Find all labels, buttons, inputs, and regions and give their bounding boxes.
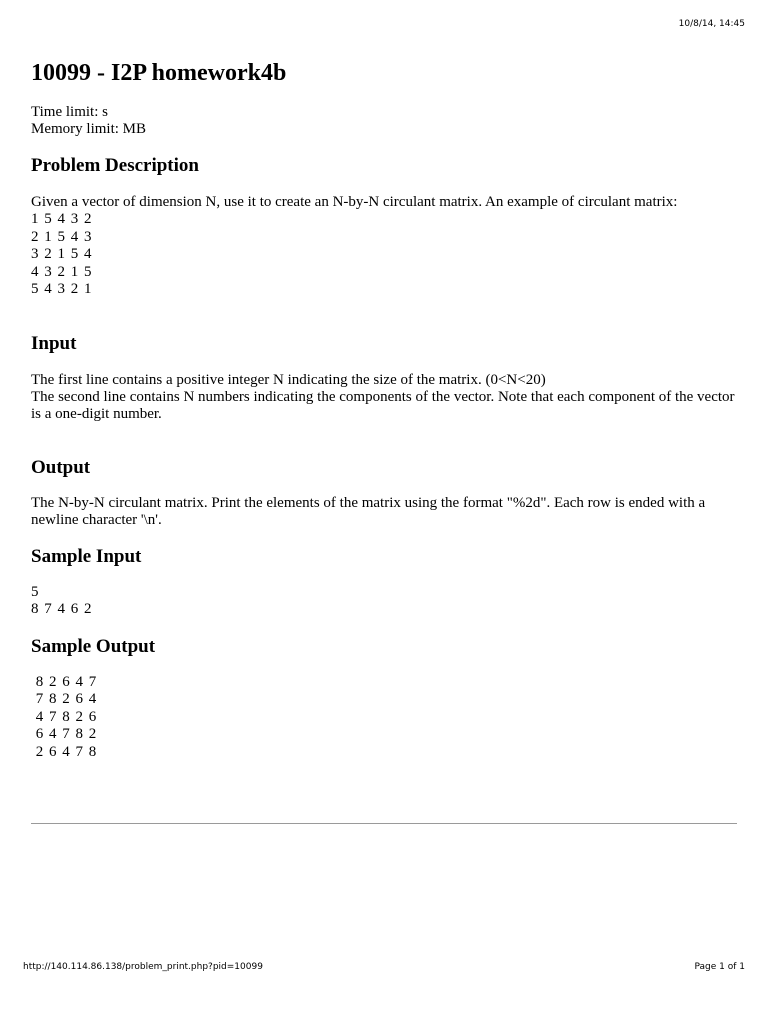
time-limit: Time limit: s [31, 104, 108, 120]
matrix-row: 2 1 5 4 3 [31, 228, 93, 245]
limits-block [31, 104, 737, 138]
sample-input-line: 5 [31, 583, 40, 600]
sample-input-block [31, 584, 737, 619]
input-line: The first line contains a positive integer N indicating the size of the matrix. (0<N<20) [31, 371, 546, 388]
sample-output-block [31, 674, 737, 762]
print-datetime: 10/8/14, 14:45 [678, 19, 745, 29]
example-matrix [31, 211, 737, 299]
memory-limit: Memory limit: MB [31, 121, 147, 137]
sample-output-line: 8 2 6 4 7 [31, 673, 98, 690]
sample-output-line: 7 8 2 6 4 [31, 691, 98, 707]
output-text: The N-by-N circulant matrix. Print the elements of the matrix using the format "%2d". Each row is ended with a newline character '\n'. [31, 494, 706, 528]
sample-output-line: 6 4 7 8 2 [31, 726, 98, 742]
sample-input-line: 8 7 4 6 2 [31, 601, 93, 617]
problem-content [31, 58, 737, 761]
input-line: The second line contains N numbers indicating the components of the vector. Note that each component of the vector is a one-digit number. [31, 388, 735, 422]
sample-input-heading: Sample Input [31, 545, 142, 567]
input-text [31, 372, 737, 423]
problem-description-heading: Problem Description [31, 155, 199, 176]
input-heading: Input [31, 332, 77, 354]
problem-description-text: Given a vector of dimension N, use it to create an N-by-N circulant matrix. An example of circulant matrix: [31, 194, 678, 210]
sample-output-heading: Sample Output [31, 635, 156, 657]
problem-title: 10099 - I2P homework4b [31, 60, 287, 86]
sample-output-line: 2 6 4 7 8 [31, 743, 98, 760]
print-footer [23, 962, 745, 972]
footer-page-number: Page 1 of 1 [694, 962, 745, 972]
matrix-row: 4 3 2 1 5 [31, 263, 93, 280]
sample-output-line: 4 7 8 2 6 [31, 708, 98, 725]
matrix-row: 5 4 3 2 1 [31, 281, 93, 297]
footer-url: http://140.114.86.138/problem_print.php?pid=10099 [23, 962, 263, 972]
matrix-row: 3 2 1 5 4 [31, 246, 93, 262]
output-heading: Output [31, 456, 91, 478]
matrix-row: 1 5 4 3 2 [31, 211, 93, 227]
horizontal-divider [31, 823, 737, 824]
